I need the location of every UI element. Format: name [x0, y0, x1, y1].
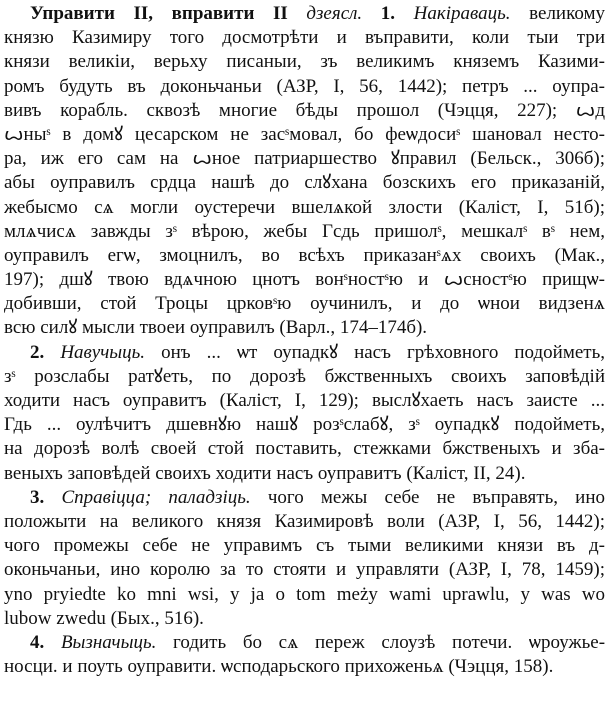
sense-3-paragraph [4, 486, 605, 631]
text-line: yno pryiedte ko mni wsi, y ja o tom meży wami uprawlu, y was wo [4, 583, 605, 605]
text-line: Гдь ... оулѣчитъ дшевнꙋю нашꙋ розˢслабꙋ, зˢ оупадкꙋ подойметь, [4, 414, 605, 436]
text-line: на дорозѣ волѣ своей стой поставить, стежками бжственыхъ и збa- [4, 438, 605, 460]
text-line: князю Казимиру того досмотрѣти и въправити, коли тыи три [4, 27, 605, 49]
text-line: жебысмо сѧ могли оустеречи вшелѧкой злости (Каліст, I, 51б); [4, 196, 605, 218]
sense-gloss: Накіраваць. [413, 3, 511, 24]
sense-number: 2. [30, 341, 45, 363]
text-line: носци. и поуть оуправити. ѡсподарьского прихоженьѧ (Чэцця, 158). [4, 656, 554, 678]
text-line: ходити насъ оуправитъ (Каліст, I, 129); выслꙋхаеть насъ заисте ... [4, 390, 605, 411]
text-line: вивъ корабль. сквозѣ многие бѣды прошол (Чэцця, 227); ꙍд [4, 99, 605, 121]
text-line [4, 486, 605, 510]
sense-gloss: Вызначыць. [60, 631, 157, 653]
sense-2-paragraph [4, 341, 605, 486]
text-line: зˢ розслабы ратꙋеть, по дорозѣ бжственныхъ своихъ заповѣдій [4, 365, 605, 387]
text-fragment: онъ ... ѡт оупадкꙋ насъ грѣховного подойметь, [161, 341, 605, 363]
sense-gloss: Навучыць. [60, 341, 146, 363]
text-line: добивши, стой Троцы црковˢю оучинилъ, и до ѡнои видзенѧ [4, 293, 605, 315]
sense-1-paragraph [4, 2, 605, 341]
text-line: lubow zwedu (Бых., 516). [4, 607, 204, 629]
text-line: князи великіи, верьху писаныи, зъ великимъ княземъ Казими- [4, 51, 605, 73]
text-fragment: годить бо сѧ переж слоузѣ потечи. ѡроужье- [173, 631, 605, 653]
text-line: абы оуправилъ срдца нашѣ до слꙋхана бозскихъ его приказаній, [4, 172, 605, 194]
sense-number: 1. [380, 3, 396, 24]
sense-4-paragraph [4, 631, 605, 679]
sense-number: 4. [30, 631, 45, 653]
text-line [4, 341, 605, 365]
text-line [4, 631, 605, 655]
text-line: положыти на великого князя Казимировѣ воли (АЗР, I, 56, 1442); [4, 510, 605, 532]
text-line: ра, иж его сам на ꙍное патриаршество ꙋправил (Бельск., 306б); [4, 148, 605, 170]
text-line: оуправилъ егѡ, змоцнилъ, во всѣхъ приказанˢѧх своихъ (Мак., [4, 244, 605, 266]
text-line: 197); дшꙋ твою вдѧчною цнотъ вонˢностˢю и ꙍсностˢю прищѡ- [4, 269, 605, 291]
text-line: ꙍныˢ в домꙋ цесарском не засˢмовал, бо феѡдосиˢ шановал несто- [4, 123, 605, 145]
sense-gloss: Справіцца; паладзіць. [61, 486, 251, 508]
text-line: веныхъ заповѣдей своихъ ходити насъ оуправитъ (Каліст, II, 24). [4, 462, 526, 484]
text-line: млѧчисѧ завжды зˢ вѣрою, жебы Гсдь пришолˢ, мешкалˢ вˢ нем, [4, 220, 605, 242]
text-line: всю силꙋ мысли твоеи оуправилъ (Варл., 174–174б). [4, 317, 428, 339]
text-line [4, 2, 605, 26]
text-line: чого промежы себе не управимъ съ тыми великими князи въ д- [4, 535, 605, 557]
part-of-speech: дзеясл. [306, 3, 363, 24]
text-fragment: великому [529, 3, 605, 24]
headword: Управити II, вправити II [30, 3, 288, 24]
sense-number: 3. [30, 486, 45, 508]
text-line: оконьчаньи, ино королю за то стояти и управляти (АЗР, I, 78, 1459); [4, 559, 605, 581]
text-fragment: чого межы себе не въправять, ино [267, 486, 605, 508]
text-line: ромъ будуть въ доконьчаньи (АЗР, I, 56, 1442); петръ ... оупра- [4, 75, 605, 97]
